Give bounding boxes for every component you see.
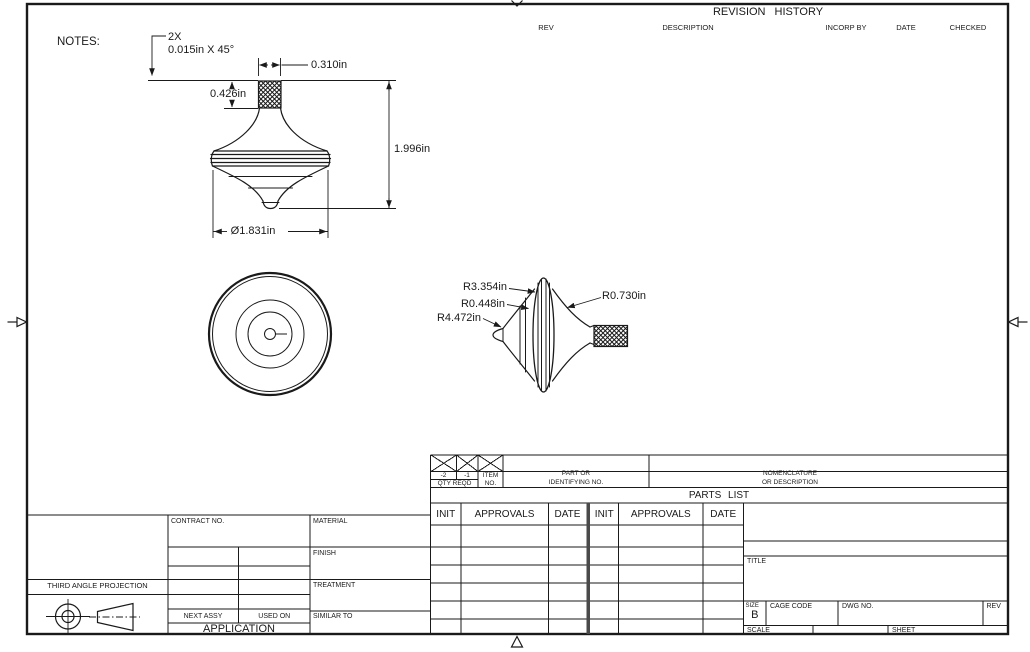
front-view-drawing [211,81,331,209]
revision-history-title: REVISION HISTORY [712,6,824,18]
notes-label: NOTES: [57,36,100,48]
qty-neg2-label: -2 [440,472,447,479]
title-label: TITLE [747,558,767,565]
top-view-drawing [209,273,331,395]
or-description-label: OR DESCRIPTION [762,478,818,486]
right-center-mark-arrow-icon [1009,318,1019,327]
treatment-label: TREATMENT [313,581,356,589]
sheet-center-marks [8,1,1028,648]
cage-code-label: CAGE CODE [770,602,813,610]
date-left-label: DATE [554,509,581,520]
bottom-center-mark-arrow-icon [512,637,523,648]
third-angle-projection-icon [46,599,140,634]
approvals-left-label: APPROVALS [474,509,535,520]
used-on-label: USED ON [258,612,291,620]
revision-col-date: DATE [896,23,916,32]
crossed-cells-icon [431,455,503,472]
rev-label: REV [986,602,1001,610]
title-block-grid [744,541,1009,634]
radius-upper-dim: R3.354in [462,281,507,293]
revision-col-checked: CHECKED [949,23,987,32]
revision-col-rev: REV [538,23,554,32]
body-diameter-dim: Ø1.831in [230,225,276,237]
approvals-right-label: APPROVALS [630,509,691,520]
front-view-dimensions [148,36,396,238]
approvals-divider [587,503,591,634]
qty-reqd-label: QTY REQD [437,480,472,487]
revision-col-description: DESCRIPTION [662,23,714,32]
part-or-label: PART OR [561,470,591,477]
knob-width-dim: 0.310in [311,59,348,71]
third-angle-projection-label: THIRD ANGLE PROJECTION [47,580,148,590]
left-center-mark-arrow-icon [17,318,27,327]
side-knurled-knob [594,326,628,347]
init-left-label: INIT [436,509,456,520]
revision-col-incorp-by: INCORP BY [825,23,867,32]
finish-label: FINISH [313,549,336,557]
chamfer-qty-text: 2X [168,31,182,43]
similar-to-label: SIMILAR TO [313,613,353,620]
parts-list-band-title: PARTS LIST [688,489,750,501]
sheet-label: SHEET [892,626,916,634]
contract-no-label: CONTRACT NO. [171,517,225,525]
identifying-no-label: IDENTIFYING NO. [548,478,604,486]
init-right-label: INIT [594,509,614,520]
item-no-label: NO. [484,480,497,487]
knob-height-dim: 0.426in [210,88,247,100]
qty-neg1-label: -1 [464,472,470,479]
size-label: SIZE [745,602,759,609]
item-label: ITEM [482,472,499,479]
dwg-no-label: DWG NO. [842,602,874,610]
scale-label: SCALE [747,626,770,634]
material-label: MATERIAL [313,517,348,525]
radius-right-dim: R0.730in [602,290,647,302]
radius-mid-dim: R0.448in [460,298,505,310]
next-assy-label: NEXT ASSY [183,612,223,620]
sheet-border [27,4,1008,634]
application-label: APPLICATION [203,622,275,635]
nomenclature-label: NOMENCLATURE [762,470,818,477]
size-value: B [751,609,759,621]
chamfer-spec-text: 0.015in X 45° [168,44,235,56]
radius-tip-dim: R4.472in [436,312,481,324]
overall-height-dim: 1.996in [394,143,431,155]
date-right-label: DATE [710,509,737,520]
front-knurled-knob [259,81,282,108]
chamfer-leader [152,36,166,76]
